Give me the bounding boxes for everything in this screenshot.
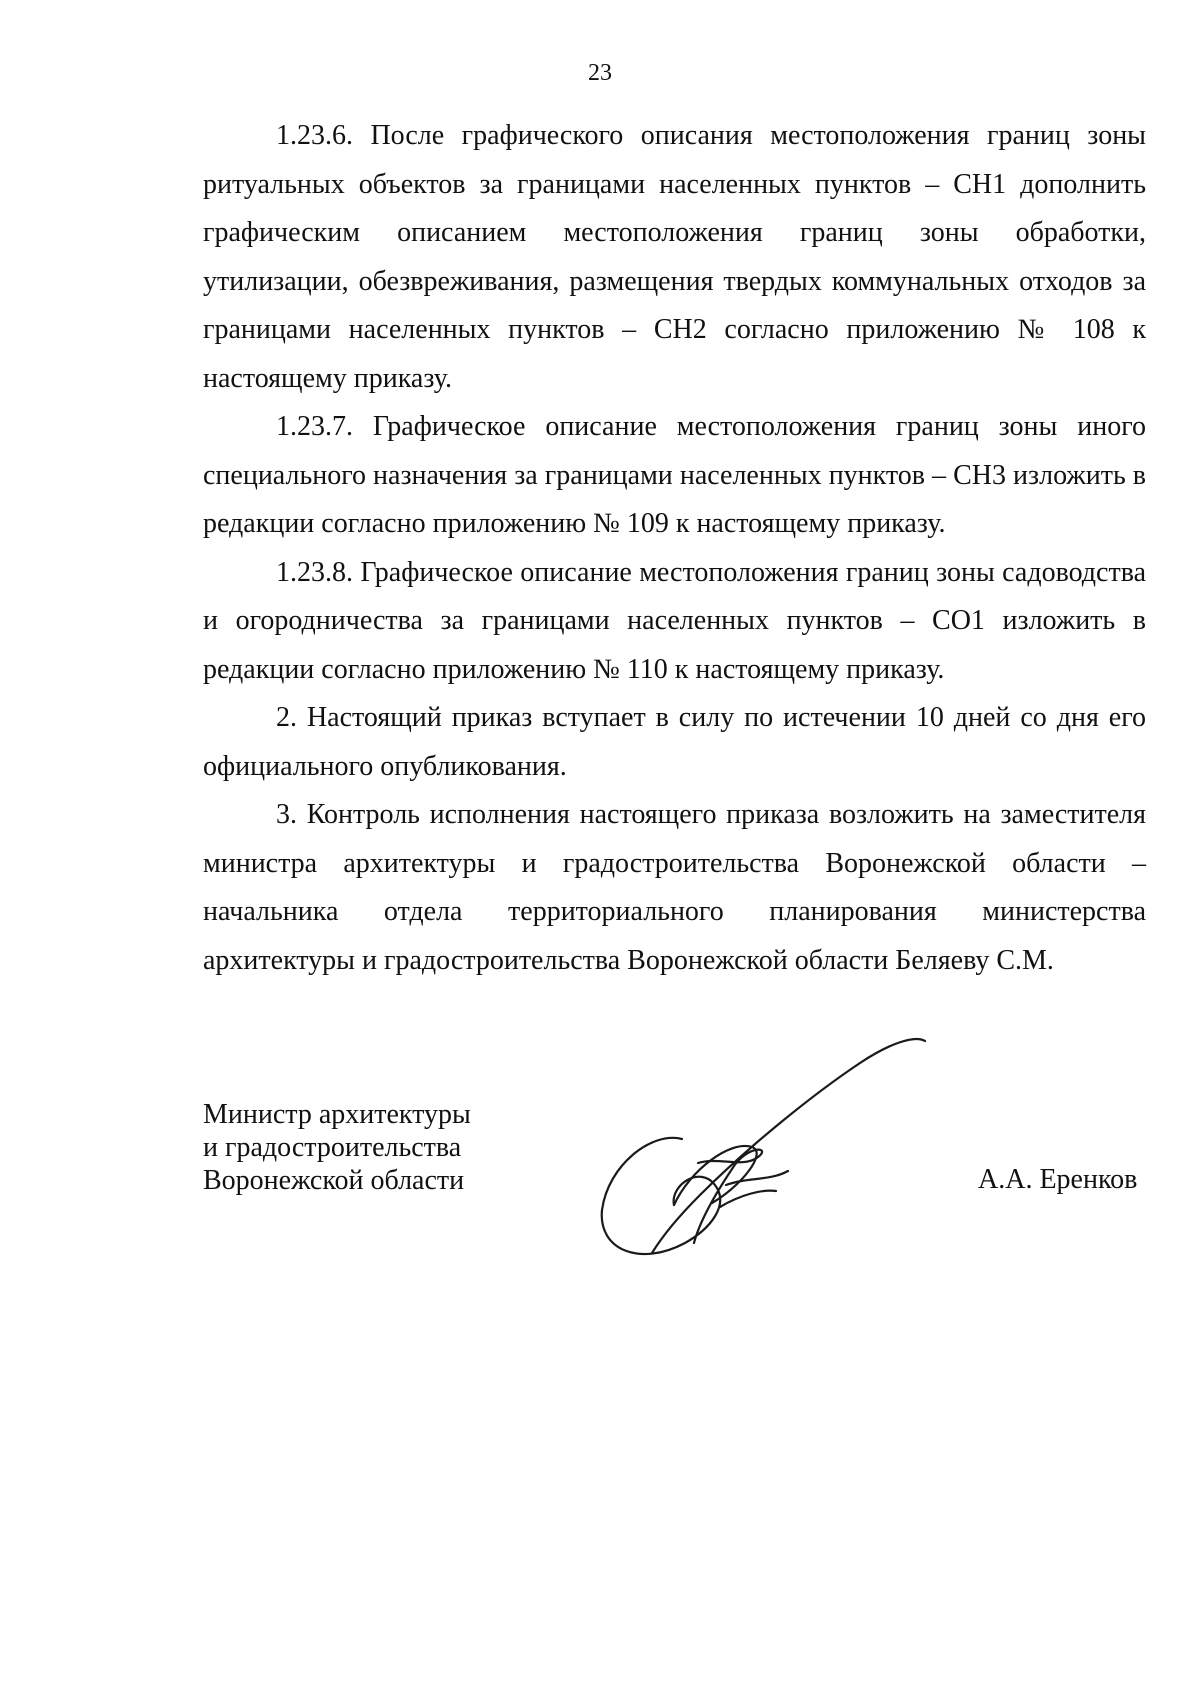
handwritten-signature	[590, 1035, 940, 1270]
document-body	[203, 112, 1146, 985]
position-line: и градостроительства	[203, 1132, 462, 1163]
signatory-position	[203, 1098, 471, 1197]
page-number: 23	[588, 60, 612, 86]
paragraph-1-23-8: 1.23.8. Графическое описание местоположения границ зоны садоводства и огородничества за границами населенных пунктов – СО1 изложить в редакции согласно приложению № 110 к настоящему приказу.	[203, 556, 1146, 685]
position-line: Министр архитектуры	[203, 1099, 471, 1130]
paragraph-1-23-6: 1.23.6. После графического описания местоположения границ зоны ритуальных объектов за границами населенных пунктов – СН1 дополнить графическим описанием местоположения границ зоны обработки, утилизации, обезвреживания, размещения твердых коммунальных отходов за границами населенных пунктов – СН2 согласно приложению № 108 к настоящему приказу.	[203, 120, 1146, 394]
paragraph-3: 3. Контроль исполнения настоящего приказа возложить на заместителя министра архитектуры и градостроительства Воронежской области – начальника отдела территориального планирования министерства архитектуры и градостроительства Воронежской области Беляеву С.М.	[203, 799, 1146, 976]
signer-name: А.А. Еренков	[978, 1164, 1138, 1195]
paragraph-2: 2. Настоящий приказ вступает в силу по истечении 10 дней со дня его официального опубликования.	[203, 702, 1146, 782]
position-line: Воронежской области	[203, 1165, 465, 1196]
paragraph-1-23-7: 1.23.7. Графическое описание местоположения границ зоны иного специального назначения за границами населенных пунктов – СН3 изложить в редакции согласно приложению № 109 к настоящему приказу.	[203, 411, 1146, 539]
